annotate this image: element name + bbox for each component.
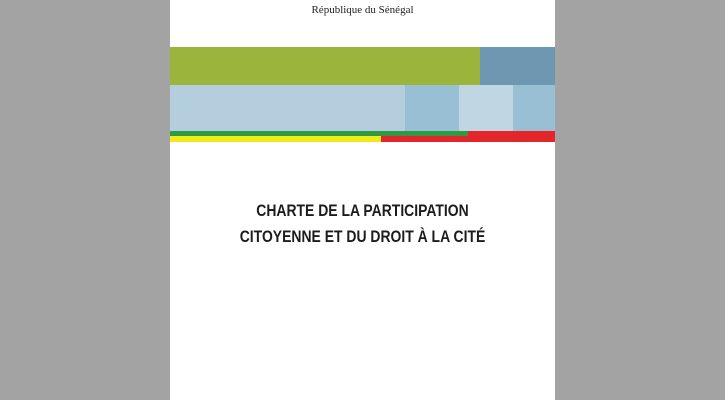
title-line-2: CITOYENNE ET DU DROIT À LA CITÉ — [239, 227, 486, 246]
steel-blue-band — [480, 47, 555, 85]
flag-red-stripe — [381, 136, 555, 142]
document-title — [205, 198, 521, 250]
title-line-1: CHARTE DE LA PARTICIPATION — [256, 201, 469, 220]
flag-yellow-stripe — [170, 136, 381, 142]
blue-block — [513, 85, 555, 131]
blue-block — [405, 85, 459, 131]
pale-blue-block — [459, 85, 513, 131]
document-page — [170, 0, 555, 400]
republic-label: République du Sénégal — [311, 4, 414, 16]
light-blue-band — [170, 85, 405, 131]
green-band — [170, 47, 480, 85]
